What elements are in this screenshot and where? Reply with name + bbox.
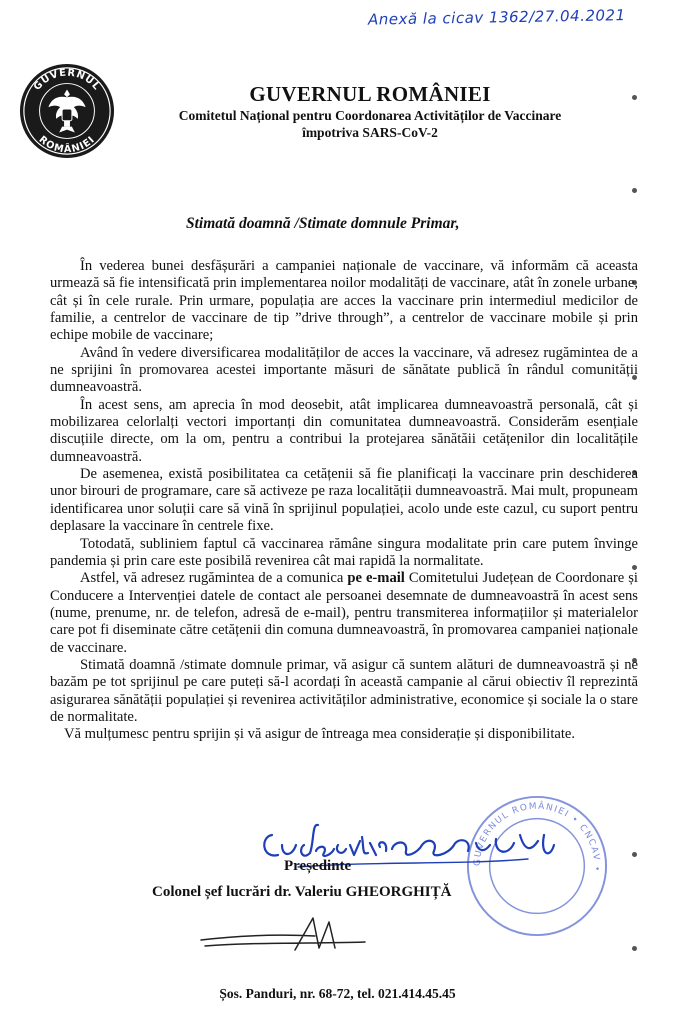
- stamp-ring-text: GUVERNUL ROMÂNIEI • CNCAV •: [472, 801, 602, 874]
- email-request-text-after: Comitetului Județean de Coordonare și Conducere a Intervenției datele de contact ale persoanei desemnate de dumneavoastră în acest sens (nume, prenume, nr. de telefon, adresă de e-mail), pentru transmiterea informațiilor și materialelor care pot fi diseminate către cetățenii din comuna dumneavoastră, în promovarea campaniei naționale de vaccinare.: [50, 570, 638, 656]
- logo-ring-bottom-text: ROMÂNIEI: [36, 134, 98, 156]
- footer-address: Șos. Panduri, nr. 68-72, tel. 021.414.45.45: [219, 986, 456, 1001]
- punch-hole-mark: [632, 852, 637, 857]
- email-request-text-before: Astfel, vă adresez rugămintea de a comunica: [80, 570, 348, 587]
- signatory-name: Colonel șef lucrări dr. Valeriu GHEORGHIȚĂ: [152, 884, 452, 900]
- logo-ring-top-text: GUVERNUL: [31, 67, 103, 93]
- paragraph-scheduling-offices: De asemenea, există posibilitatea ca cetățenii să fie planificați la vaccinare prin deschiderea unor birouri de programare, care să activeze pe raza localității dumneavoastră. Mai mult, propuneam identificarea unor soluții care să vină în sprijinul populației, acolo unde este cazul, cu suport pentru deplasare la vaccinare în centrele fixe.: [50, 466, 638, 535]
- punch-hole-mark: [632, 188, 637, 193]
- paragraph-email-request: [50, 570, 638, 657]
- letter-body: [50, 258, 638, 744]
- paragraph-assurance: Stimată doamnă /stimate domnule primar, vă asigur că suntem alături de dumneavoastră și ne bazăm pe tot sprijinul pe care puteți să-l acordați în această campanie al cărui obiectiv îl reprezintă asigurarea sănătății populației și revenirea activităților administrative, economice și sociale la o stare de normalitate.: [50, 656, 638, 725]
- paragraph-vaccination-campaign: În vederea bunei desfășurări a campaniei naționale de vaccinare, vă informăm că aceasta urmează să fie intensificată prin implementarea noilor modalități de vaccinare, atât în zonele urbane, cât și în cele rurale. Prin urmare, populația are acces la vaccinare prin intermediul medicilor de familie, a centrelor de vaccinare de tip ”drive through”, a centrelor de vaccinare mobile și prin echipe mobile de vaccinare;: [50, 258, 638, 344]
- email-emphasis: pe e-mail: [347, 570, 405, 587]
- paragraph-community-involvement: În acest sens, am aprecia în mod deosebit, atât implicarea dumneavoastră personală, cât și mobilizarea celorlalți vectori importanți din comunitatea dumneavoastră. Considerăm esențiale discuțiile directe, om la om, pentru a contribui la protejarea sănătăii cetățenilor din localitățile dumneavoastră.: [50, 396, 638, 465]
- committee-name-line-2: împotriva SARS-CoV-2: [302, 125, 438, 140]
- salutation: Stimată doamnă /Stimate domnule Primar,: [186, 215, 460, 232]
- committee-name-line-1: Comitetul Național pentru Coordonarea Activităților de Vaccinare: [178, 108, 562, 123]
- handwritten-annotation: Anexă la cicav 1362/27.04.2021: [367, 6, 626, 29]
- government-seal-logo: [18, 62, 116, 160]
- paragraph-thanks: Vă mulțumesc pentru sprijin și vă asigur de întreaga mea considerație și disponibilitate.: [64, 726, 576, 743]
- paragraph-request-support: Având în vedere diversificarea modalităților de acces la vaccinare, vă adresez rugămintea de a ne sprijini în promovarea acestei importante măsuri de sănătate publică în rândul comunității dumneavoastră.: [50, 344, 638, 396]
- punch-hole-mark: [632, 95, 637, 100]
- letterhead: [160, 82, 580, 141]
- government-title: GUVERNUL ROMÂNIEI: [249, 82, 491, 106]
- paragraph-vaccination-only-way: Totodată, subliniem faptul că vaccinarea rămâne singura modalitate prin care putem învinge pandemia și prin care este posibilă revenirea cât mai rapidă la normalitate.: [50, 535, 638, 569]
- signatory-title: Președinte: [284, 858, 352, 874]
- punch-hole-mark: [632, 946, 637, 951]
- signatory-signature: [195, 912, 375, 957]
